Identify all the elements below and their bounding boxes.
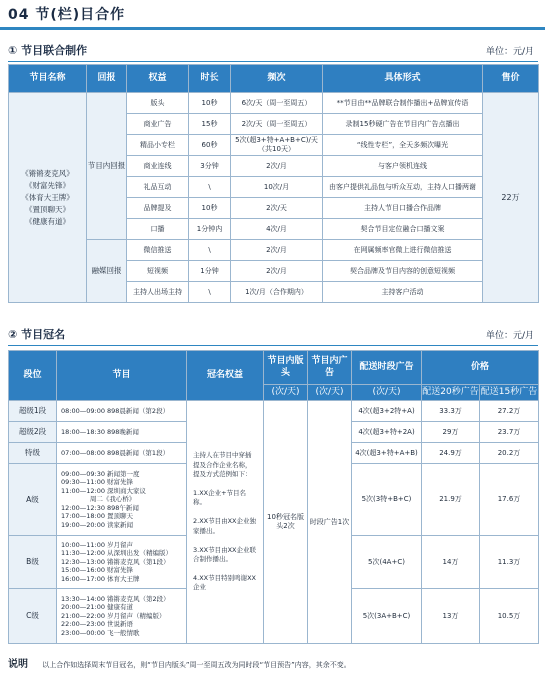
opening-unit-header: (次/天) — [264, 385, 308, 401]
program-line: 18:00—18:30 898晚新闻 — [61, 427, 139, 436]
program-line: 19:00—20:00 读家新闻 — [61, 520, 134, 529]
program-name: 《体育大王牌》 — [21, 192, 74, 202]
price-15s-cell: 11.3万 — [480, 536, 539, 589]
duration-cell: 10秒 — [189, 198, 231, 219]
price-15s-cell: 27.2万 — [480, 401, 539, 422]
duration-cell: 60秒 — [189, 135, 231, 156]
program-name: 《财富先锋》 — [25, 180, 70, 190]
right-cell: 微信推送 — [127, 240, 189, 261]
frequency-cell: 2次/月 — [231, 240, 323, 261]
joint-production-table — [8, 64, 539, 303]
column-header: 节目名称 — [9, 65, 87, 93]
table-header-row — [9, 65, 539, 93]
footnote-label: 说明 — [8, 659, 28, 670]
price-15s-cell: 20.2万 — [480, 443, 539, 464]
opening-cell: 10秒冠名版头2次 — [264, 401, 308, 644]
right-cell: 礼品互动 — [127, 177, 189, 198]
frequency-cell: 2次/天（周一至周五） — [231, 114, 323, 135]
opening-header: 节目内版头 — [264, 351, 308, 385]
program-line: 17:00—18:00 置顶聊天 — [61, 512, 134, 521]
table-row — [9, 240, 539, 261]
column-header: 频次 — [231, 65, 323, 93]
section2-unit: 单位：元/月 — [485, 331, 534, 341]
frequency-cell: 4次/月 — [231, 219, 323, 240]
rights-text: 主持人在节目中穿插提及合作企业名称，提及方式范例如下： 1.XX企业+节目名称。 2.XX节目由XX企业独家播出。 3.XX节目由XX企业联合制作播出。 4.XX节目特别鸣谢XX企业 — [193, 451, 257, 592]
slot-unit-header: (次/天) — [352, 385, 422, 401]
frequency-cell: 5次(超3+特+A+B+C)/天（共10天） — [231, 135, 323, 156]
form-cell: “线性专栏”，全天多频次曝光 — [323, 135, 483, 156]
table-row — [9, 93, 539, 114]
form-cell: 主持客户活动 — [323, 282, 483, 303]
footnote — [8, 655, 538, 670]
program-name: 《健康有道》 — [25, 216, 70, 226]
duration-cell: 1分钟内 — [189, 219, 231, 240]
program-cell — [57, 589, 187, 644]
price-20s-cell: 14万 — [422, 536, 480, 589]
slot-cell: 4次(超3+2特+A) — [352, 401, 422, 422]
segment-header: 段位 — [9, 351, 57, 401]
ad-cell: 时段广告1次 — [308, 401, 352, 644]
title-sponsorship-table — [8, 350, 539, 644]
segment-cell: C级 — [9, 589, 57, 644]
right-cell: 精品小专栏 — [127, 135, 189, 156]
duration-cell: \ — [189, 177, 231, 198]
program-line: 21:00—22:00 岁月留声（精编版） — [61, 611, 166, 620]
ad-header: 节目内广告 — [308, 351, 352, 385]
price-20s-header: 配送20秒广告 — [422, 385, 480, 401]
segment-cell: A级 — [9, 464, 57, 536]
program-line: 23:00—00:00 飞一般情歌 — [61, 628, 140, 637]
section1-rule — [8, 61, 538, 62]
program-cell — [57, 401, 187, 422]
form-cell: 由客户提供礼品包与听众互动，主持人口播两谢 — [323, 177, 483, 198]
rights-cell — [187, 401, 264, 644]
segment-cell: B级 — [9, 536, 57, 589]
program-line: 周二《我心桥》 — [61, 495, 136, 504]
right-cell: 短视频 — [127, 261, 189, 282]
program-name: 《置顶聊天》 — [25, 204, 70, 214]
program-line: 10:00—11:00 岁月留声 — [61, 540, 134, 549]
section2-header — [8, 326, 538, 344]
segment-cell: 超级1段 — [9, 401, 57, 422]
right-cell: 商业连线 — [127, 156, 189, 177]
media-return-cell: 融媒回报 — [87, 240, 127, 303]
program-name: 《锵锵麦克风》 — [21, 168, 74, 178]
program-names-cell — [9, 93, 87, 303]
section2-title: ② 节目冠名 — [8, 328, 66, 341]
program-header: 节目 — [57, 351, 187, 401]
duration-cell: 3分钟 — [189, 156, 231, 177]
column-header: 具体形式 — [323, 65, 483, 93]
duration-cell: \ — [189, 282, 231, 303]
price-15s-cell: 23.7万 — [480, 422, 539, 443]
footnote-text: 以上合作如选择周末节目冠名，则“节目内版头”周一至周五改为同时段“节目预告”内容，其余不变。 — [42, 661, 351, 669]
right-cell: 主持人出场主持 — [127, 282, 189, 303]
slot-header: 配送时段广告 — [352, 351, 422, 385]
program-line: 20:00—21:00 健康有道 — [61, 603, 134, 612]
price-20s-cell: 13万 — [422, 589, 480, 644]
slot-cell: 5次(4A+C) — [352, 536, 422, 589]
program-line: 22:00—23:00 世说新语 — [61, 620, 134, 629]
program-line: 12:30—13:00 锵锵麦克风（第1段） — [61, 557, 170, 566]
right-cell: 口播 — [127, 219, 189, 240]
slot-cell: 4次(超3+特+2A) — [352, 422, 422, 443]
price-20s-cell: 21.9万 — [422, 464, 480, 536]
price-15s-header: 配送15秒广告 — [480, 385, 539, 401]
program-line: 11:00—12:00 深圳商大家议 — [61, 486, 147, 495]
form-cell: 契合节目定位融合口播文案 — [323, 219, 483, 240]
page-header — [0, 0, 545, 30]
in-program-return-cell: 节目内回报 — [87, 93, 127, 240]
program-line: 12:00—12:30 898午新闻 — [61, 503, 139, 512]
form-cell: 在网属频率官微上进行微信推送 — [323, 240, 483, 261]
program-cell — [57, 536, 187, 589]
duration-cell: 10秒 — [189, 93, 231, 114]
price-header: 价格 — [422, 351, 539, 385]
program-line: 13:30—14:00 锵锵麦克风（第2段） — [61, 594, 170, 603]
program-line: 08:00—09:00 898晨新闻（第2段） — [61, 406, 170, 415]
table-row — [9, 401, 539, 422]
column-header: 权益 — [127, 65, 189, 93]
section2-rule — [8, 345, 538, 346]
table-header-row — [9, 351, 539, 385]
program-line: 11:30—12:00 从深圳出发（精编版） — [61, 549, 173, 558]
duration-cell: \ — [189, 240, 231, 261]
header-rule — [0, 27, 545, 30]
duration-cell: 1分钟 — [189, 261, 231, 282]
column-header: 售价 — [483, 65, 539, 93]
section1-title: ① 节目联合制作 — [8, 44, 88, 57]
slot-cell: 5次(3A+B+C) — [352, 589, 422, 644]
frequency-cell: 2次/月 — [231, 261, 323, 282]
column-header: 时长 — [189, 65, 231, 93]
program-line: 16:00—17:00 体育大王牌 — [61, 574, 140, 583]
program-line: 09:30—11:00 财富先锋 — [61, 478, 134, 487]
form-cell: 录制15秒硬广告在节目内广告点播出 — [323, 114, 483, 135]
price-20s-cell: 33.3万 — [422, 401, 480, 422]
program-cell — [57, 443, 187, 464]
program-cell — [57, 422, 187, 443]
ad-unit-header: (次/天) — [308, 385, 352, 401]
segment-cell: 特级 — [9, 443, 57, 464]
duration-cell: 15秒 — [189, 114, 231, 135]
form-cell: 契合品牌及节目内容的创意短视频 — [323, 261, 483, 282]
segment-cell: 超级2段 — [9, 422, 57, 443]
program-line: 15:00—16:00 财富先锋 — [61, 566, 134, 575]
frequency-cell: 2次/月 — [231, 156, 323, 177]
program-line: 07:00—08:00 898晨新闻（第1段） — [61, 448, 170, 457]
price-20s-cell: 24.9万 — [422, 443, 480, 464]
frequency-cell: 1次/月（合作期内） — [231, 282, 323, 303]
frequency-cell: 6次/天（周一至周五） — [231, 93, 323, 114]
right-cell: 品牌提及 — [127, 198, 189, 219]
price-15s-cell: 10.5万 — [480, 589, 539, 644]
right-cell: 版头 — [127, 93, 189, 114]
right-cell: 商业广告 — [127, 114, 189, 135]
column-header: 回报 — [87, 65, 127, 93]
form-cell: **节目由**品牌联合制作播出+品牌宣传语 — [323, 93, 483, 114]
program-line: 09:00—09:30 新闻第一度 — [61, 469, 140, 478]
price-20s-cell: 29万 — [422, 422, 480, 443]
rights-header: 冠名权益 — [187, 351, 264, 401]
frequency-cell: 2次/天 — [231, 198, 323, 219]
slot-cell: 4次(超3+特+A+B) — [352, 443, 422, 464]
section1-unit: 单位：元/月 — [485, 47, 534, 57]
form-cell: 与客户领机连线 — [323, 156, 483, 177]
price-cell: 22万 — [483, 93, 539, 303]
slot-cell: 5次(3特+B+C) — [352, 464, 422, 536]
form-cell: 主持人节目口播合作品牌 — [323, 198, 483, 219]
program-cell — [57, 464, 187, 536]
price-15s-cell: 17.6万 — [480, 464, 539, 536]
frequency-cell: 10次/月 — [231, 177, 323, 198]
page-title: 04 节(栏)目合作 — [8, 7, 126, 23]
section1-header — [8, 42, 538, 60]
